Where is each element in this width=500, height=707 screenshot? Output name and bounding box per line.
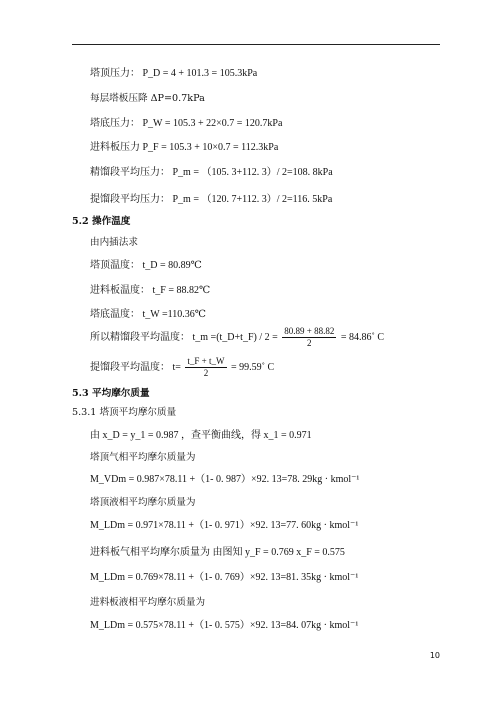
top-temperature-line: 塔顶温度： t_D = 80.89℃ bbox=[90, 260, 202, 271]
equilibrium-lookup-line: 由 x_D = y_1 = 0.987 ，查平衡曲线，得 x_1 = 0.971 bbox=[90, 430, 312, 441]
feed-liquid-molar-mass-title: 进料板液相平均摩尔质量为 bbox=[90, 597, 206, 608]
feed-vapor-molar-mass-title: 进料板气相平均摩尔质量为 由图知 y_F = 0.769 x_F = 0.575 bbox=[90, 547, 345, 558]
strip-temp-fraction bbox=[185, 356, 226, 379]
rect-temp-fraction bbox=[282, 326, 336, 349]
feed-liquid-molar-mass-formula: M_LDm = 0.575×78.11 +（1- 0. 575）×92. 13=84. 07kg · kmol⁻¹ bbox=[90, 620, 359, 631]
bottom-temperature-line: 塔底温度： t_W =110.36℃ bbox=[90, 309, 206, 320]
strip-temp-prefix: 提馏段平均温度： t= bbox=[90, 361, 181, 373]
header-rule bbox=[72, 44, 440, 45]
rectifying-avg-temperature-line bbox=[90, 326, 384, 349]
rect-temp-numerator: 80.89 + 88.82 bbox=[284, 326, 335, 336]
top-pressure-line: 塔顶压力： P_D = 4 + 101.3 = 105.3kPa bbox=[90, 68, 258, 79]
stripping-avg-pressure-line: 提馏段平均压力： P_m = （120. 7+112. 3）/ 2=116. 5kPa bbox=[90, 194, 333, 205]
top-liquid-molar-mass-title: 塔顶液相平均摩尔质量为 bbox=[90, 497, 196, 508]
top-vapor-molar-mass-formula: M_VDm = 0.987×78.11 +（1- 0. 987）×92. 13=78. 29kg · kmol⁻¹ bbox=[90, 474, 360, 485]
section-5-3-1-heading: 5.3.1 塔顶平均摩尔质量 bbox=[72, 407, 177, 418]
page-number: 10 bbox=[429, 651, 440, 660]
strip-temp-result: = 99.59˚ C bbox=[231, 361, 275, 373]
rect-temp-denominator: 2 bbox=[307, 338, 312, 348]
feed-plate-pressure-line: 进料板压力 P_F = 105.3 + 10×0.7 = 112.3kPa bbox=[90, 142, 279, 153]
strip-temp-numerator: t_F + t_W bbox=[187, 356, 225, 366]
bottom-pressure-line: 塔底压力： P_W = 105.3 + 22×0.7 = 120.7kPa bbox=[90, 118, 283, 129]
rectifying-avg-pressure-line: 精馏段平均压力： P_m = （105. 3+112. 3）/ 2=108. 8kPa bbox=[90, 167, 333, 178]
feed-temperature-line: 进料板温度： t_F = 88.82℃ bbox=[90, 285, 211, 296]
rect-temp-result: = 84.86˚ C bbox=[340, 331, 384, 343]
top-vapor-molar-mass-title: 塔顶气相平均摩尔质量为 bbox=[90, 452, 196, 463]
interpolation-note: 由内插法求 bbox=[90, 237, 138, 248]
strip-temp-denominator: 2 bbox=[203, 368, 209, 378]
section-5-3-heading: 5.3 平均摩尔质量 bbox=[72, 388, 150, 399]
plate-pressure-drop-line: 每层塔板压降 ΔP=0.7kPa bbox=[90, 93, 205, 104]
feed-vapor-molar-mass-formula: M_LDm = 0.769×78.11 +（1- 0. 769）×92. 13=81. 35kg · kmol⁻¹ bbox=[90, 572, 359, 583]
section-5-2-heading: 5.2 操作温度 bbox=[72, 216, 131, 227]
stripping-avg-temperature-line bbox=[90, 356, 274, 379]
rect-temp-prefix: 所以精馏段平均温度： t_m =(t_D+t_F) / 2 = bbox=[90, 331, 278, 343]
top-liquid-molar-mass-formula: M_LDm = 0.971×78.11 +（1- 0. 971）×92. 13=77. 60kg · kmol⁻¹ bbox=[90, 520, 359, 531]
